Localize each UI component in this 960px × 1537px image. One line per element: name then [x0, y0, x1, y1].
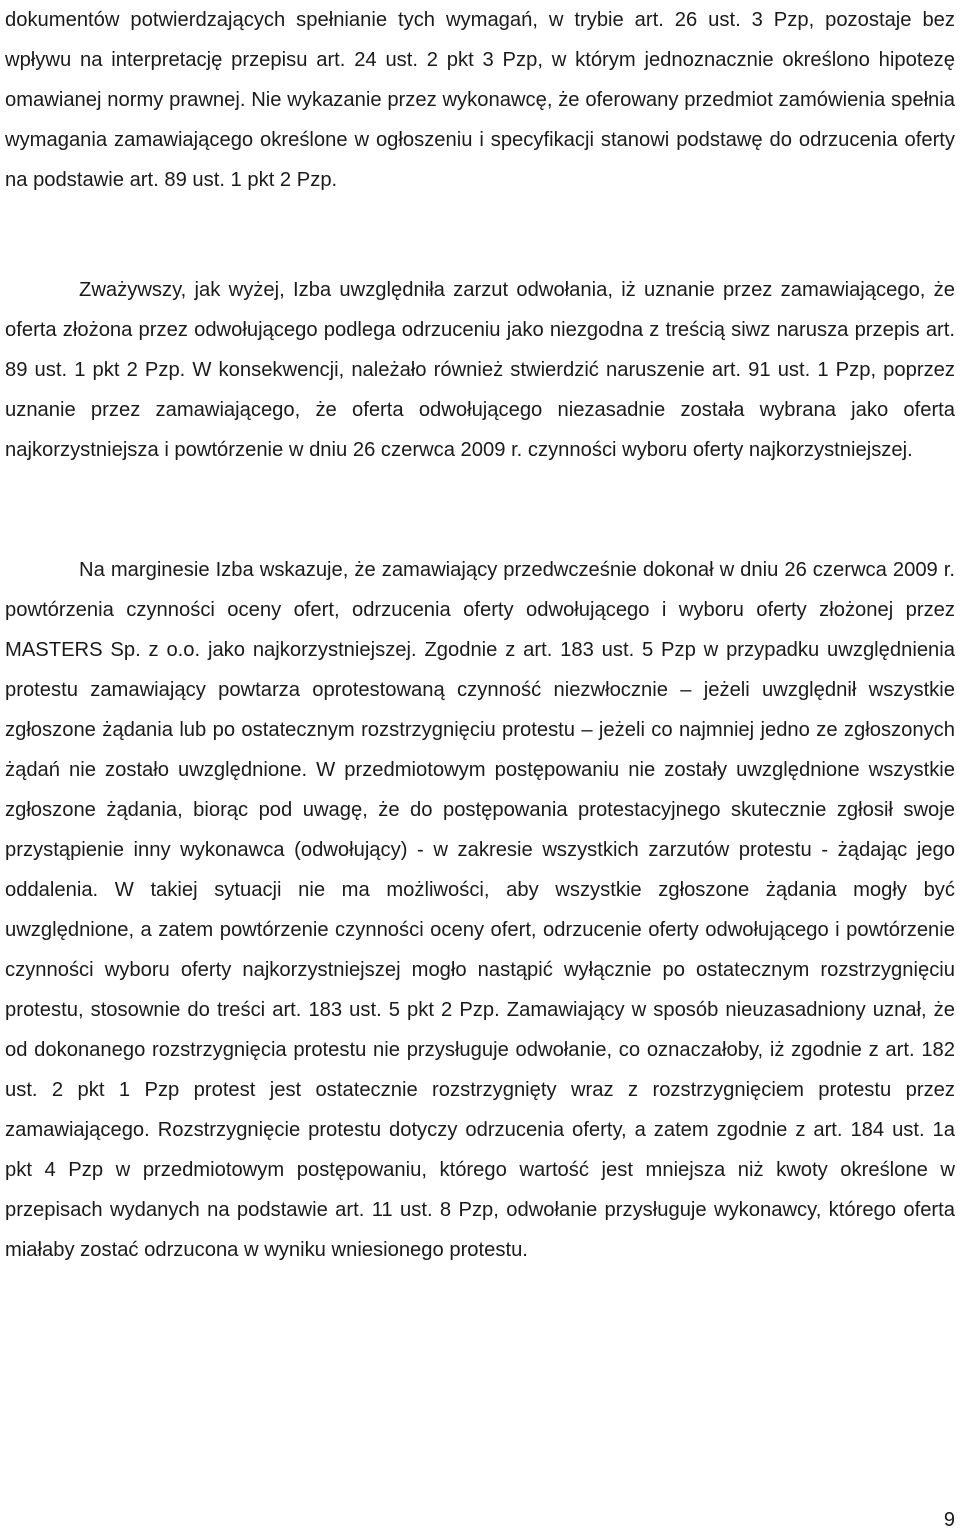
page-number: 9 [943, 1509, 955, 1531]
paragraph-izba-ruling: Zważywszy, jak wyżej, Izba uwzględniła zarzut odwołania, iż uznanie przez zamawiającego, że oferta złożona przez odwołującego podlega odrzuceniu jako niezgodna z treścią siwz narusza przepis art. 89 ust. 1 pkt 2 Pzp. W konsekwencji, należało również stwierdzić naruszenie art. 91 ust. 1 Pzp, poprzez uznanie przez zamawiającego, że oferta odwołującego niezasadnie została wybrana jako oferta najkorzystniejsza i powtórzenie w dniu 26 czerwca 2009 r. czynności wyboru oferty najkorzystniejszej. [5, 279, 955, 461]
paragraph-continuation: dokumentów potwierdzających spełnianie tych wymagań, w trybie art. 26 ust. 3 Pzp, pozostaje bez wpływu na interpretację przepisu art. 24 ust. 2 pkt 3 Pzp, w którym jednoznacznie określono hipotezę omawianej normy prawnej. Nie wykazanie przez wykonawcę, że oferowany przedmiot zamówienia spełnia wymagania zamawiającego określone w ogłoszeniu i specyfikacji stanowi podstawę do odrzucenia oferty na podstawie art. 89 ust. 1 pkt 2 Pzp. [5, 9, 955, 191]
paragraph-marginal-note: Na marginesie Izba wskazuje, że zamawiający przedwcześnie dokonał w dniu 26 czerwca 2009 r. powtórzenia czynności oceny ofert, odrzucenia oferty odwołującego i wyboru oferty złożonej przez MASTERS Sp. z o.o. jako najkorzystniejszej. Zgodnie z art. 183 ust. 5 Pzp w przypadku uwzględnienia protestu zamawiający powtarza oprotestowaną czynność niezwłocznie – jeżeli uwzględnił wszystkie zgłoszone żądania lub po ostatecznym rozstrzygnięciu protestu – jeżeli co najmniej jedno ze zgłoszonych żądań nie zostało uwzględnione. W przedmiotowym postępowaniu nie zostały uwzględnione wszystkie zgłoszone żądania, biorąc pod uwagę, że do postępowania protestacyjnego skutecznie zgłosił swoje przystąpienie inny wykonawca (odwołujący) - w zakresie wszystkich zarzutów protestu - żądając jego oddalenia. W takiej sytuacji nie ma możliwości, aby wszystkie zgłoszone żądania mogły być uwzględnione, a zatem powtórzenie czynności oceny ofert, odrzucenie oferty odwołującego i powtórzenie czynności wyboru oferty najkorzystniejszej mogło nastąpić wyłącznie po ostatecznym rozstrzygnięciu protestu, stosownie do treści art. 183 ust. 5 pkt 2 Pzp. Zamawiający w sposób nieuzasadniony uznał, że od dokonanego rozstrzygnięcia protestu nie przysługuje odwołanie, co oznaczałoby, iż zgodnie z art. 182 ust. 2 pkt 1 Pzp protest jest ostatecznie rozstrzygnięty wraz z rozstrzygnięciem protestu przez zamawiającego. Rozstrzygnięcie protestu dotyczy odrzucenia oferty, a zatem zgodnie z art. 184 ust. 1a pkt 4 Pzp w przedmiotowym postępowaniu, którego wartość jest mniejsza niż kwoty określone w przepisach wydanych na podstawie art. 11 ust. 8 Pzp, odwołanie przysługuje wykonawcy, którego oferta miałaby zostać odrzucona w wyniku wniesionego protestu. [5, 559, 955, 1261]
